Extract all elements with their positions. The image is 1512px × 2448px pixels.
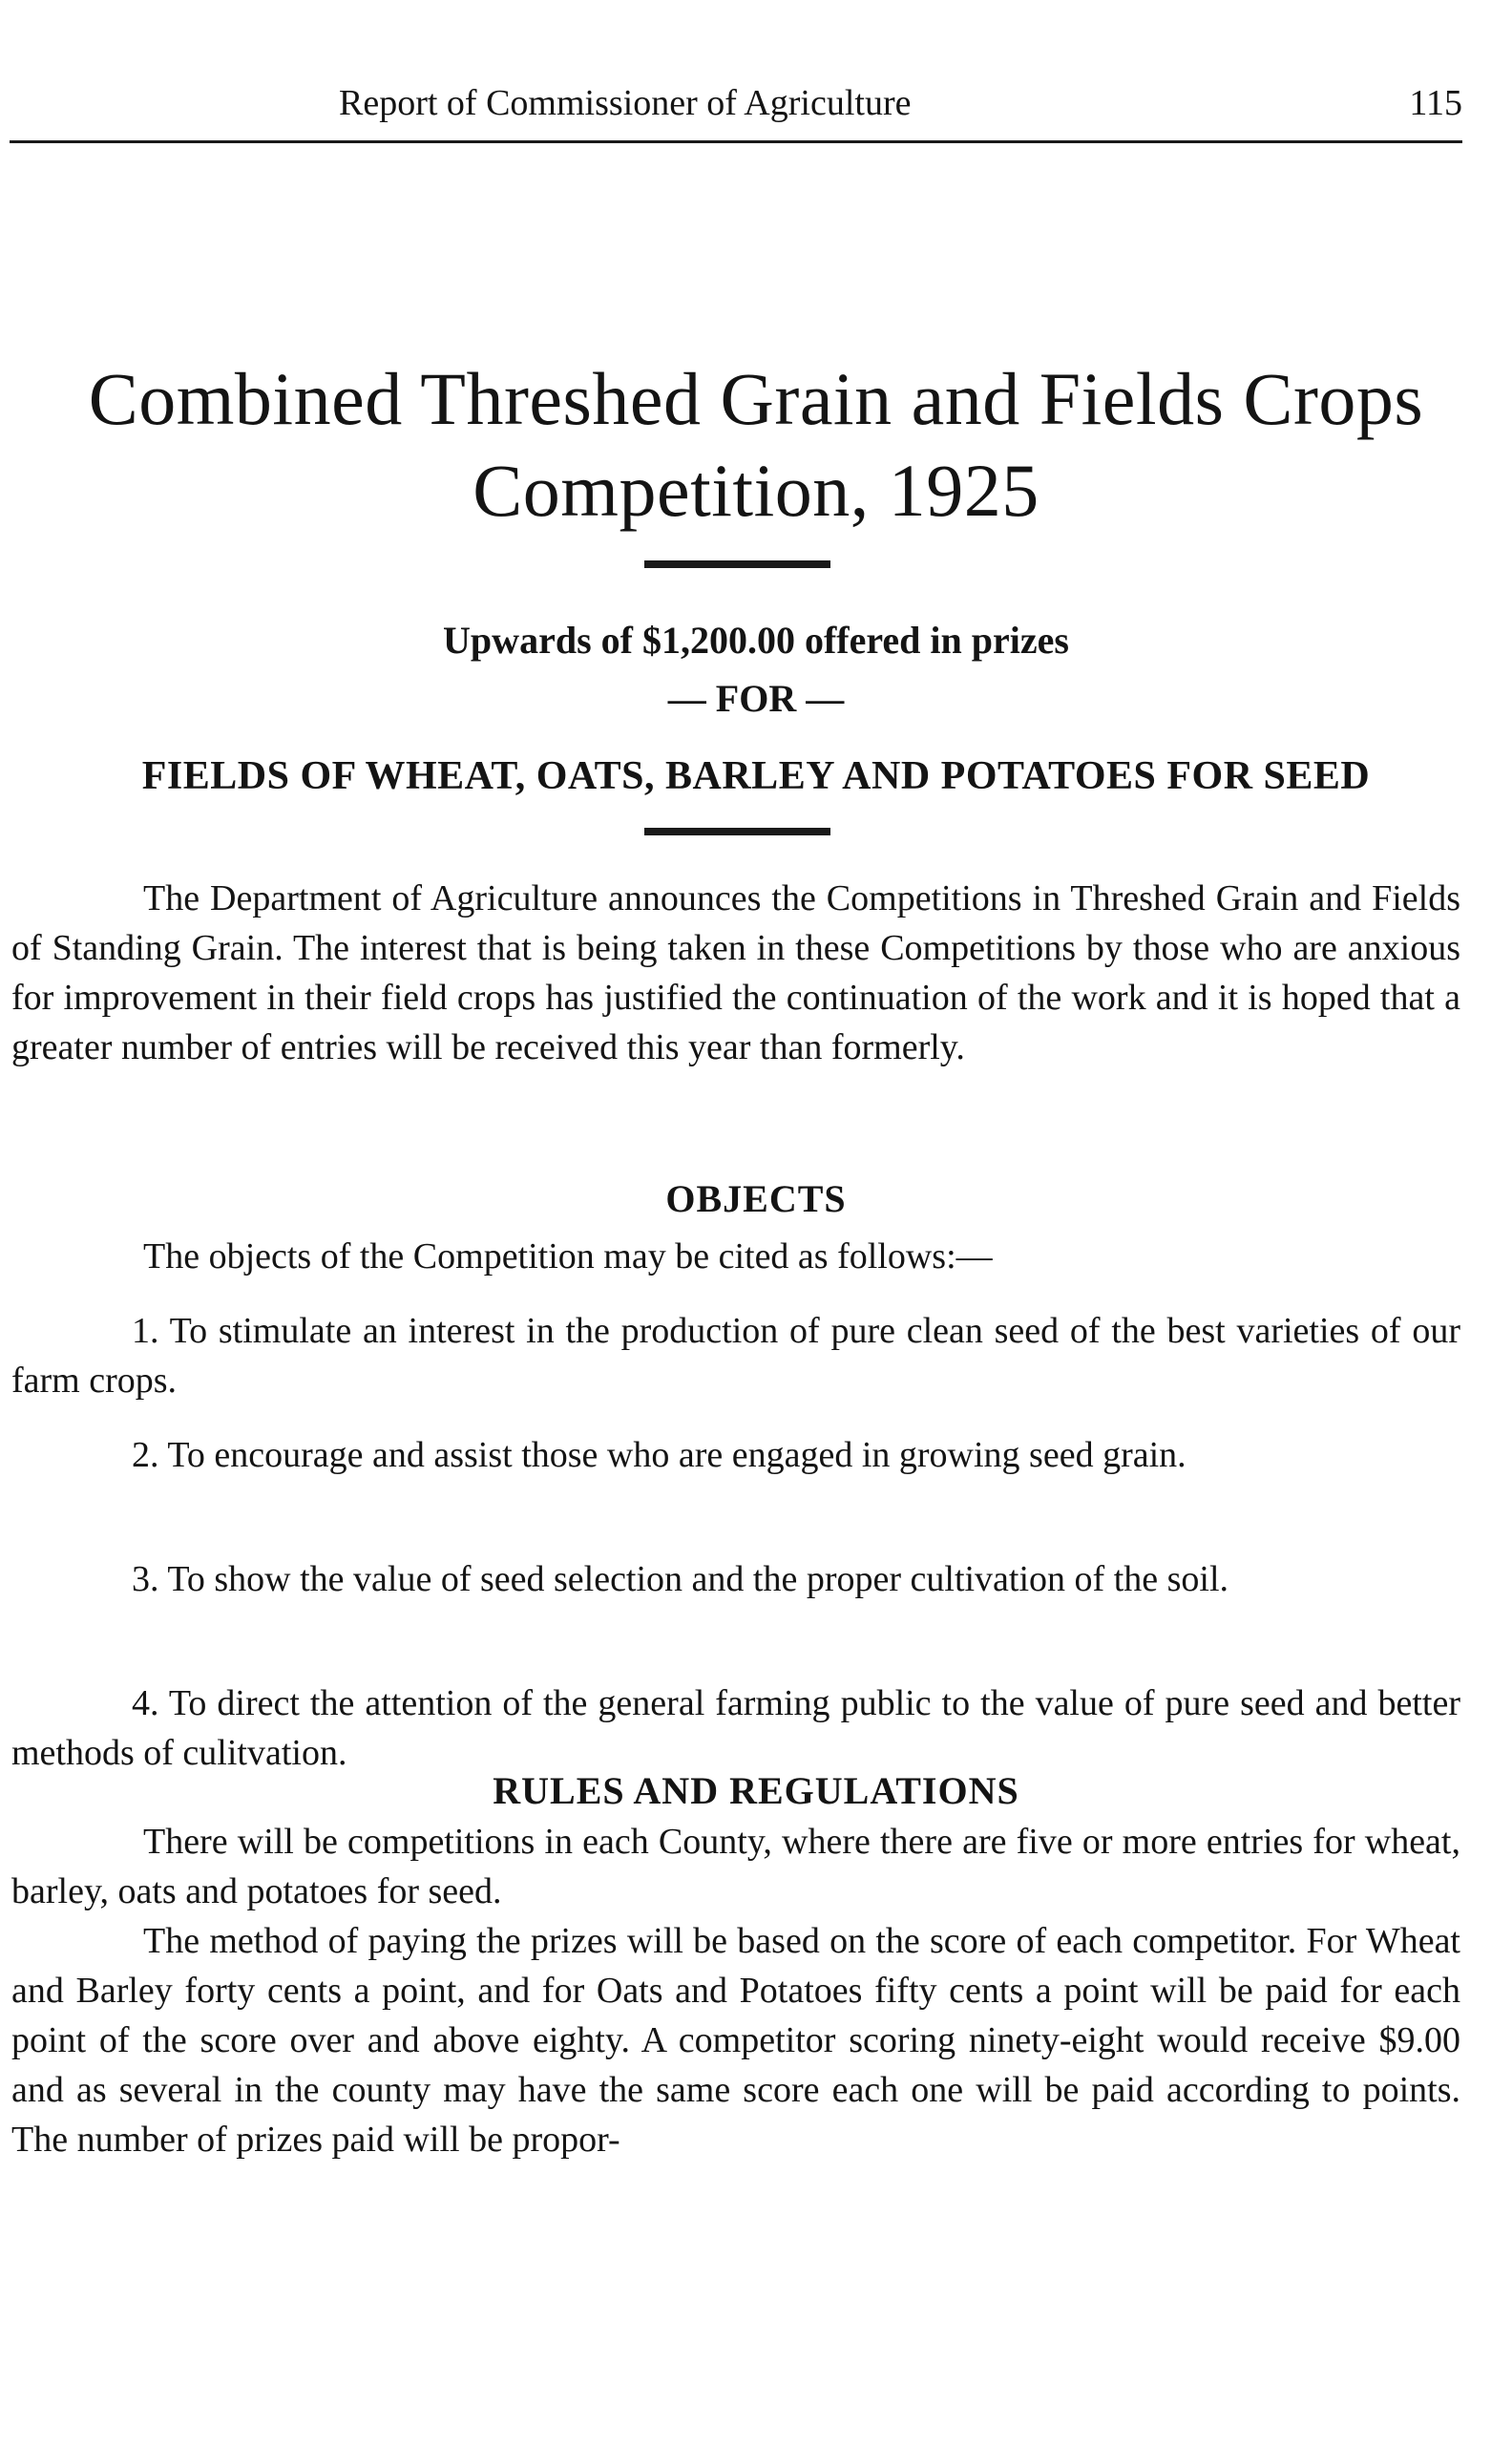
object-item-1: 1. To stimulate an interest in the production of pure clean seed of the best varieties of our farm crops. (11, 1311, 1460, 1401)
objects-intro: The objects of the Competition may be cited as follows:— (143, 1236, 993, 1277)
page-number: 115 (1409, 83, 1462, 123)
rules-paragraph-1: There will be competitions in each County, where there are five or more entries for wheat, barley, oats and potatoes for seed. (11, 1822, 1460, 1911)
section-divider (644, 828, 830, 835)
objects-heading: OBJECTS (665, 1177, 847, 1220)
prize-offer-line: Upwards of $1,200.00 offered in prizes (443, 619, 1069, 662)
fields-heading: FIELDS OF WHEAT, OATS, BARLEY AND POTATOES FOR SEED (141, 754, 1371, 798)
header-rule (10, 140, 1462, 143)
title-divider (644, 560, 830, 568)
running-header (10, 74, 1462, 132)
running-title: Report of Commissioner of Agriculture (339, 83, 912, 123)
object-item-3: 3. To show the value of seed selection and the proper cultivation of the soil. (132, 1559, 1229, 1599)
rules-paragraph-2: The method of paying the prizes will be based on the score of each competitor. For Wheat and Barley forty cents a point, and for Oats and Potatoes fifty cents a point will be paid for each point of the score over and above eighty. A competitor scoring ninety-eight would receive $9.00 and as several in the county may have the same score each one will be paid according to points. The number of prizes paid will be propor- (11, 1921, 1460, 2160)
intro-paragraph: The Department of Agriculture announces the Competitions in Threshed Grain and Fields of Standing Grain. The interest that is being taken in these Competitions by those who are anxious for improvement in their field crops has justified the continuation of the work and it is hoped that a greater number of entries will be received this year than formerly. (11, 878, 1460, 1067)
rules-heading: RULES AND REGULATIONS (493, 1769, 1019, 1812)
object-item-2: 2. To encourage and assist those who are engaged in growing seed grain. (132, 1435, 1186, 1475)
title-line-1: Combined Threshed Grain and Fields Crops (88, 357, 1424, 440)
for-line: — FOR — (667, 677, 845, 720)
page-title (0, 353, 1512, 537)
object-item-4: 4. To direct the attention of the general farming public to the value of pure seed and better methods of culitvation. (11, 1683, 1460, 1773)
title-line-2: Competition, 1925 (472, 449, 1040, 532)
